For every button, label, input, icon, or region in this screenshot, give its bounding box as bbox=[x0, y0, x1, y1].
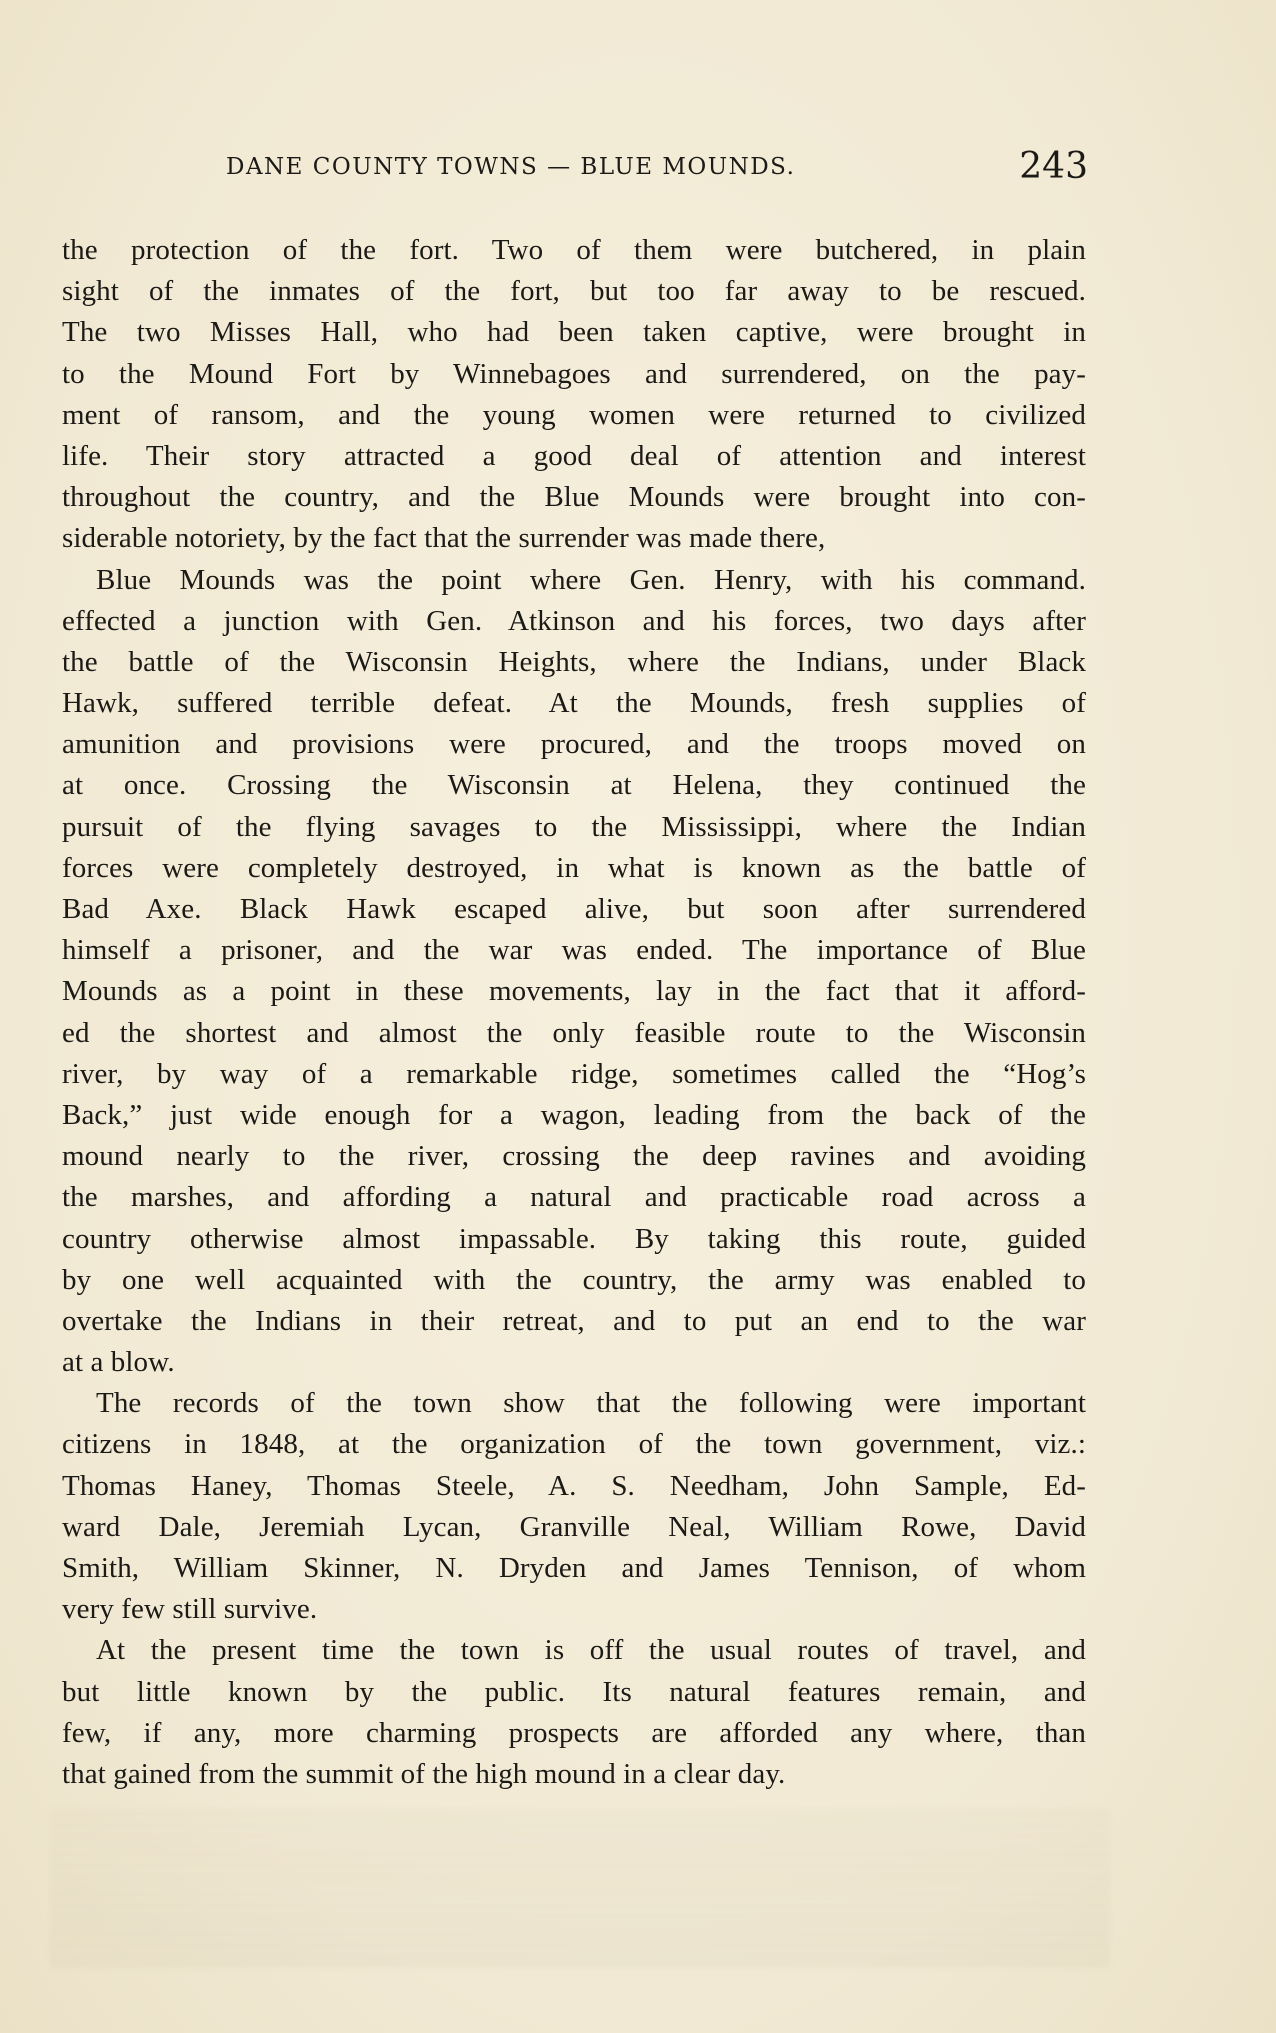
text-line: The two Misses Hall, who had been taken captive, were brought in bbox=[62, 316, 1086, 349]
paragraph-start-line: The records of the town show that the following were important bbox=[96, 1387, 1086, 1420]
text-line: the protection of the fort. Two of them were butchered, in plain bbox=[62, 234, 1086, 266]
text-line: Hawk, suffered terrible defeat. At the Mounds, fresh supplies of bbox=[62, 687, 1086, 720]
text-line: Thomas Haney, Thomas Steele, A. S. Needham, John Sample, Ed- bbox=[62, 1469, 1086, 1502]
show-through-bleed bbox=[50, 1808, 1110, 1968]
text-line: Smith, William Skinner, N. Dryden and James Tennison, of whom bbox=[62, 1552, 1086, 1584]
text-line: overtake the Indians in their retreat, and to put an end to the war bbox=[62, 1304, 1086, 1337]
text-line: to the Mound Fort by Winnebagoes and surrendered, on the pay- bbox=[62, 357, 1086, 390]
text-line: few, if any, more charming prospects are afforded any where, than bbox=[62, 1716, 1086, 1749]
text-line: ward Dale, Jeremiah Lycan, Granville Neal, William Rowe, David bbox=[62, 1510, 1086, 1543]
text-line: the battle of the Wisconsin Heights, where the Indians, under Black bbox=[62, 645, 1086, 678]
text-line: citizens in 1848, at the organization of the town government, viz.: bbox=[62, 1428, 1086, 1461]
text-line: mound nearly to the river, crossing the deep ravines and avoiding bbox=[62, 1140, 1086, 1173]
text-line: at a blow. bbox=[62, 1346, 175, 1379]
text-line: very few still survive. bbox=[62, 1593, 318, 1626]
text-line: pursuit of the flying savages to the Mississippi, where the Indian bbox=[62, 810, 1086, 843]
text-line: Bad Axe. Black Hawk escaped alive, but soon after surrendered bbox=[62, 893, 1086, 925]
paragraph-start-line: At the present time the town is off the usual routes of travel, and bbox=[96, 1634, 1086, 1667]
text-line: the marshes, and affording a natural and practicable road across a bbox=[62, 1181, 1086, 1214]
running-head: DANE COUNTY TOWNS — BLUE MOUNDS. bbox=[226, 154, 796, 180]
text-line: sight of the inmates of the fort, but too far away to be rescued. bbox=[62, 275, 1086, 308]
body-text bbox=[62, 230, 1086, 1795]
text-line: amunition and provisions were procured, and the troops moved on bbox=[62, 728, 1086, 761]
text-line: himself a prisoner, and the war was ended. The importance of Blue bbox=[62, 934, 1086, 967]
text-line: forces were completely destroyed, in what is known as the battle of bbox=[62, 851, 1086, 884]
text-line: throughout the country, and the Blue Mounds were brought into con- bbox=[62, 481, 1086, 514]
text-line: country otherwise almost impassable. By taking this route, guided bbox=[62, 1222, 1086, 1255]
page-number: 243 bbox=[1019, 146, 1088, 187]
text-line: effected a junction with Gen. Atkinson and his forces, two days after bbox=[62, 604, 1086, 637]
text-line: ment of ransom, and the young women were returned to civilized bbox=[62, 398, 1086, 431]
text-line: ed the shortest and almost the only feasible route to the Wisconsin bbox=[62, 1016, 1086, 1049]
text-line: Mounds as a point in these movements, lay in the fact that it afford- bbox=[62, 975, 1086, 1008]
text-line: by one well acquainted with the country, the army was enabled to bbox=[62, 1263, 1086, 1296]
text-line: but little known by the public. Its natural features remain, and bbox=[62, 1675, 1086, 1708]
page-header bbox=[226, 146, 1088, 196]
text-line: river, by way of a remarkable ridge, sometimes called the “Hog’s bbox=[62, 1057, 1086, 1090]
text-line: Back,” just wide enough for a wagon, leading from the back of the bbox=[62, 1098, 1086, 1131]
text-line: siderable notoriety, by the fact that the surrender was made there, bbox=[62, 522, 826, 555]
text-line: at once. Crossing the Wisconsin at Helena, they continued the bbox=[62, 769, 1086, 802]
paragraph-start-line: Blue Mounds was the point where Gen. Henry, with his command. bbox=[96, 563, 1086, 596]
text-line: that gained from the summit of the high mound in a clear day. bbox=[62, 1757, 786, 1790]
text-line: life. Their story attracted a good deal of attention and interest bbox=[62, 439, 1086, 472]
